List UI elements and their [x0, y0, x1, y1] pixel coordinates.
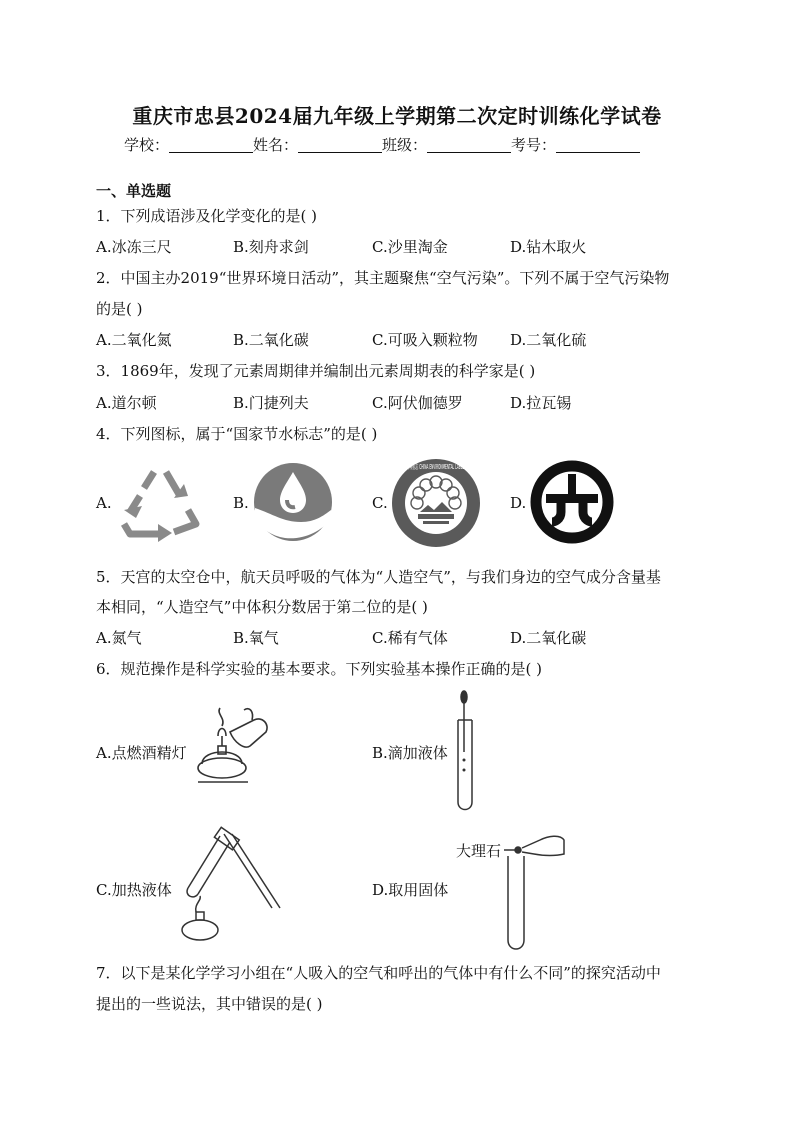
name-label: 姓名：: [253, 136, 299, 154]
question-4-stem: 4．下列图标，属于“国家节水标志”的是( ): [96, 425, 378, 443]
energy-label-icon: [530, 460, 614, 544]
q5-option-b[interactable]: B.氧气: [233, 629, 279, 647]
question-7-stem-line1: 7．以下是某化学学习小组在“人吸入的空气和呼出的气体中有什么不同”的探究活动中: [96, 964, 661, 982]
q1-option-c[interactable]: C.沙里淘金: [372, 238, 448, 256]
q4-option-a[interactable]: A.: [96, 494, 112, 512]
number-blank[interactable]: [556, 136, 640, 153]
student-info-row: [124, 134, 640, 155]
marble-label: 大理石: [456, 842, 502, 860]
class-blank[interactable]: [427, 136, 511, 153]
water-saving-icon: [253, 462, 333, 542]
q1-option-b[interactable]: B.刻舟求剑: [233, 238, 309, 256]
dropper-test-tube-icon: [452, 690, 480, 814]
q3-option-b[interactable]: B.门捷列夫: [233, 394, 309, 412]
q2-option-d[interactable]: D.二氧化硫: [510, 331, 587, 349]
q3-option-d[interactable]: D.拉瓦锡: [510, 394, 572, 412]
question-5-stem-line1: 5．天宫的太空仓中，航天员呼吸的气体为“人造空气”，与我们身边的空气成分含量基: [96, 568, 661, 586]
q5-option-a[interactable]: A.氮气: [96, 629, 142, 647]
ring-text: 中国环境标志 CHINA ENVIRONMENTAL LABELLING: [401, 463, 571, 471]
question-1-stem: 1．下列成语涉及化学变化的是( ): [96, 207, 318, 225]
class-label: 班级：: [382, 136, 428, 154]
number-label: 考号：: [511, 136, 557, 154]
q3-option-a[interactable]: A.道尔顿: [96, 394, 157, 412]
lighting-lamp-with-lamp-icon: [192, 702, 274, 786]
question-7-stem-line2: 提出的一些说法，其中错误的是( ): [96, 995, 323, 1013]
adding-solid-icon: [500, 830, 566, 950]
recycle-icon: [114, 462, 206, 542]
q6-option-c[interactable]: C.加热液体: [96, 881, 172, 899]
q6-option-d[interactable]: D.取用固体: [372, 881, 449, 899]
q2-option-c[interactable]: C.可吸入颗粒物: [372, 331, 478, 349]
q4-option-c[interactable]: C.: [372, 494, 388, 512]
q1-option-a[interactable]: A.冰冻三尺: [96, 238, 172, 256]
environmental-label-icon: [390, 458, 571, 548]
question-5-stem-line2: 本相同，“人造空气”中体积分数居于第二位的是( ): [96, 598, 428, 616]
school-blank[interactable]: [169, 136, 253, 153]
heating-liquid-icon: [176, 826, 284, 946]
q3-option-c[interactable]: C.阿伏伽德罗: [372, 394, 463, 412]
question-2-stem-line2: 的是( ): [96, 300, 143, 318]
question-6-stem: 6．规范操作是科学实验的基本要求。下列实验基本操作正确的是( ): [96, 660, 543, 678]
question-2-stem-line1: 2．中国主办2019“世界环境日活动”，其主题聚焦“空气污染”。下列不属于空气污染物: [96, 269, 670, 287]
q6-option-a[interactable]: A.点燃酒精灯: [96, 744, 187, 762]
q2-option-b[interactable]: B.二氧化碳: [233, 331, 309, 349]
school-label: 学校：: [124, 136, 170, 154]
section-heading: 一、单选题: [96, 182, 172, 200]
question-3-stem: 3．1869年，发现了元素周期律并编制出元素周期表的科学家是( ): [96, 362, 536, 380]
q5-option-c[interactable]: C.稀有气体: [372, 629, 448, 647]
q4-option-b[interactable]: B.: [233, 494, 249, 512]
name-blank[interactable]: [298, 136, 382, 153]
q2-option-a[interactable]: A.二氧化氮: [96, 331, 172, 349]
q5-option-d[interactable]: D.二氧化碳: [510, 629, 587, 647]
q4-option-d[interactable]: D.: [510, 494, 527, 512]
q1-option-d[interactable]: D.钻木取火: [510, 238, 587, 256]
page-title: 重庆市忠县2024届九年级上学期第二次定时训练化学试卷: [132, 104, 662, 128]
q6-option-b[interactable]: B.滴加液体: [372, 744, 448, 762]
